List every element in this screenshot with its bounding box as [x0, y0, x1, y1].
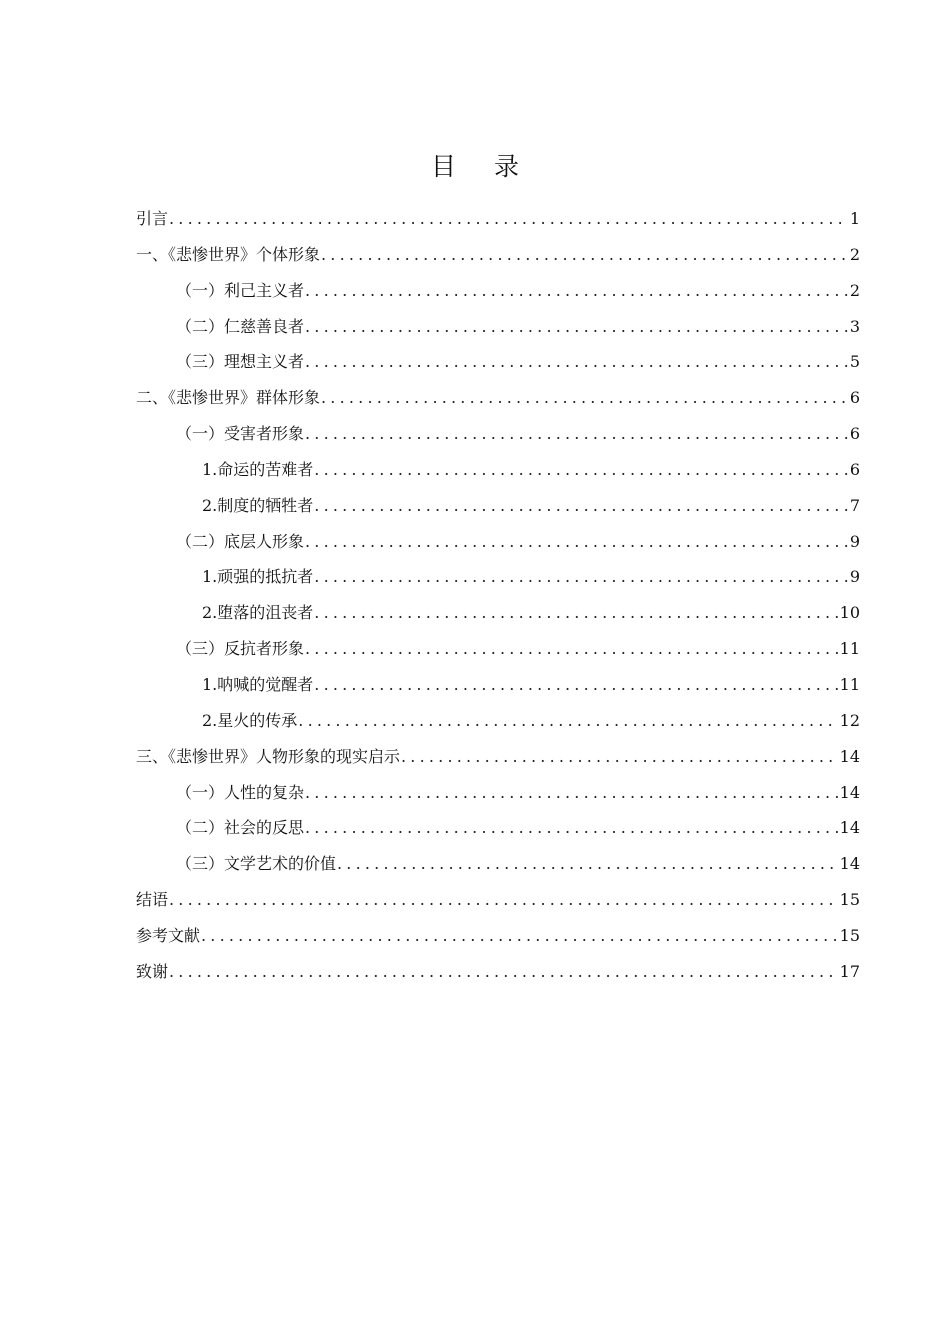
toc-entry-label: 1.命运的苦难者 [202, 459, 314, 479]
toc-dot-leader [169, 201, 848, 237]
toc-entry[interactable] [136, 595, 860, 631]
toc-entry-label: 一、《悲惨世界》个体形象 [136, 244, 321, 264]
toc-dot-leader [169, 882, 838, 918]
toc-entry[interactable] [136, 775, 860, 811]
toc-dot-leader [201, 918, 838, 954]
toc-dot-leader [305, 309, 848, 345]
toc-entry[interactable] [136, 918, 860, 954]
toc-entry-label: （一）利己主义者 [176, 280, 305, 300]
toc-dot-leader [314, 559, 848, 595]
toc-entry-page-number: 2 [849, 280, 860, 300]
toc-entry-page-number: 14 [839, 854, 860, 874]
toc-dot-leader [314, 667, 837, 703]
toc-entry-label: （二）底层人形象 [176, 531, 305, 551]
toc-entry-page-number: 5 [849, 352, 860, 372]
toc-dot-leader [401, 739, 838, 775]
toc-entry-page-number: 9 [849, 567, 860, 587]
toc-dot-leader [337, 846, 838, 882]
toc-entry-label: （三）理想主义者 [176, 352, 305, 372]
toc-dot-leader [305, 416, 848, 452]
toc-entry-label: 1.呐喊的觉醒者 [202, 674, 314, 694]
toc-entry[interactable] [136, 416, 860, 452]
toc-dot-leader [314, 488, 848, 524]
toc-entry-page-number: 15 [839, 890, 860, 910]
toc-entry-label: 致谢 [136, 961, 169, 981]
toc-entry-label: （一）受害者形象 [176, 424, 305, 444]
toc-entry-label: （二）社会的反思 [176, 818, 305, 838]
toc-entry-label: 参考文献 [136, 925, 201, 945]
toc-dot-leader [314, 452, 848, 488]
toc-entry-page-number: 7 [849, 495, 860, 515]
toc-entry[interactable] [136, 703, 860, 739]
toc-dot-leader [314, 595, 837, 631]
toc-entry-page-number: 17 [839, 961, 860, 981]
toc-entry-page-number: 9 [849, 531, 860, 551]
toc-entry[interactable] [136, 882, 860, 918]
toc-entry-page-number: 12 [839, 710, 860, 730]
toc-entry[interactable] [136, 201, 860, 237]
toc-entry[interactable] [136, 846, 860, 882]
toc-entry[interactable] [136, 309, 860, 345]
toc-dot-leader [321, 380, 848, 416]
toc-dot-leader [305, 344, 848, 380]
toc-entry[interactable] [136, 273, 860, 309]
toc-entry[interactable] [136, 488, 860, 524]
toc-entry[interactable] [136, 344, 860, 380]
toc-entry[interactable] [136, 237, 860, 273]
toc-dot-leader [305, 524, 848, 560]
toc-entry-page-number: 11 [839, 674, 860, 694]
toc-entry-page-number: 3 [849, 316, 860, 336]
toc-entry-page-number: 2 [849, 244, 860, 264]
toc-title: 目录 [430, 152, 557, 181]
toc-entry-label: 2.制度的牺牲者 [202, 495, 314, 515]
toc-entry-label: 三、《悲惨世界》人物形象的现实启示 [136, 746, 401, 766]
toc-entry[interactable] [136, 810, 860, 846]
toc-entry[interactable] [136, 631, 860, 667]
toc-entry[interactable] [136, 452, 860, 488]
toc-dot-leader [169, 954, 838, 990]
toc-entry[interactable] [136, 954, 860, 990]
toc-entry-label: （三）反抗者形象 [176, 639, 305, 659]
toc-entry-label: 1.顽强的抵抗者 [202, 567, 314, 587]
toc-entry[interactable] [136, 380, 860, 416]
toc-entry-page-number: 14 [839, 746, 860, 766]
toc-entry-label: （二）仁慈善良者 [176, 316, 305, 336]
toc-dot-leader [305, 775, 838, 811]
toc-dot-leader [305, 631, 838, 667]
toc-dot-leader [305, 273, 848, 309]
toc-entry-label: 二、《悲惨世界》群体形象 [136, 388, 321, 408]
toc-entry-page-number: 6 [849, 424, 860, 444]
toc-entry-page-number: 10 [839, 603, 860, 623]
toc-entry[interactable] [136, 524, 860, 560]
toc-entry-label: （三）文学艺术的价值 [176, 854, 337, 874]
table-of-contents [136, 201, 860, 990]
toc-entry[interactable] [136, 559, 860, 595]
toc-entry-label: 引言 [136, 209, 169, 228]
toc-entry-label: （一）人性的复杂 [176, 782, 305, 802]
toc-dot-leader [298, 703, 837, 739]
toc-entry-page-number: 1 [849, 209, 860, 228]
toc-entry-page-number: 6 [849, 388, 860, 408]
toc-entry[interactable] [136, 667, 860, 703]
toc-entry-page-number: 14 [839, 818, 860, 838]
toc-entry-label: 2.星火的传承 [202, 710, 298, 730]
toc-entry-page-number: 15 [839, 925, 860, 945]
toc-entry-page-number: 6 [849, 459, 860, 479]
toc-entry-page-number: 11 [839, 639, 860, 659]
toc-entry-label: 2.堕落的沮丧者 [202, 603, 314, 623]
toc-entry-label: 结语 [136, 890, 169, 910]
toc-entry[interactable] [136, 739, 860, 775]
toc-dot-leader [305, 810, 838, 846]
toc-dot-leader [321, 237, 848, 273]
toc-entry-page-number: 14 [839, 782, 860, 802]
